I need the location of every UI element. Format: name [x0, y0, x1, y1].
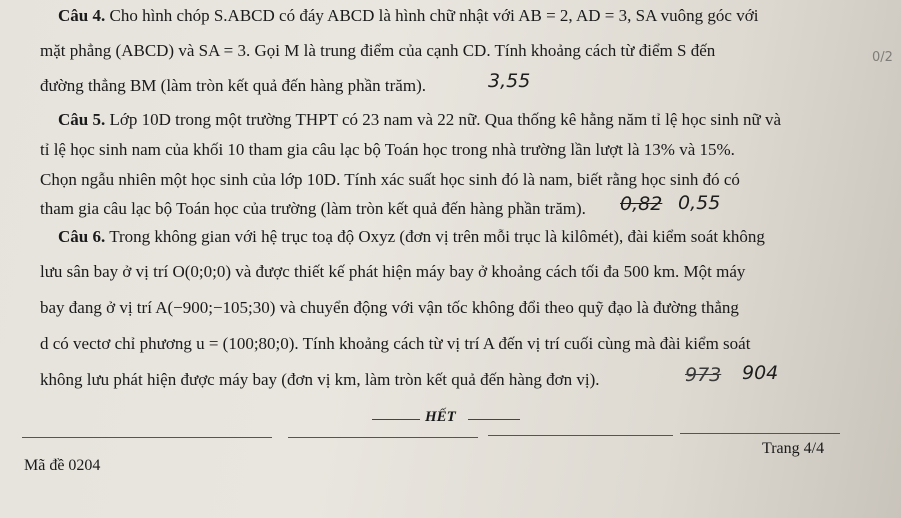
- q5-line-1: [58, 110, 781, 130]
- q5-handwritten-crossed: 0,82: [620, 193, 663, 215]
- end-marker: HẾT: [425, 409, 456, 425]
- margin-mark: 0/2: [872, 50, 893, 65]
- exam-code: Mã đề 0204: [24, 457, 101, 474]
- q4-label: Câu 4.: [58, 6, 106, 25]
- q4-text-1: Cho hình chóp S.ABCD có đáy ABCD là hình chữ nhật với AB = 2, AD = 3, SA vuông góc với: [109, 6, 759, 25]
- q5-label: Câu 5.: [58, 110, 106, 129]
- q5-line-3: Chọn ngẫu nhiên một học sinh của lớp 10D. Tính xác suất học sinh đó là nam, biết rằng học sinh đó có: [40, 170, 740, 189]
- footer-rule-2: [288, 437, 478, 438]
- q5-line-2: tỉ lệ học sinh nam của khối 10 tham gia câu lạc bộ Toán học trong nhà trường lần lượt là 13% và 15%.: [40, 140, 735, 159]
- q6-text-1: Trong không gian với hệ trục toạ độ Oxyz (đơn vị trên mỗi trục là kilômét), đài kiểm soát không: [109, 227, 765, 246]
- q6-handwritten-crossed: 973: [685, 364, 722, 386]
- q6-line-2: lưu sân bay ở vị trí O(0;0;0) và được thiết kế phát hiện máy bay ở khoảng cách tối đa 500 km. Một máy: [40, 262, 746, 281]
- q6-line-5: không lưu phát hiện được máy bay (đơn vị km, làm tròn kết quả đến hàng đơn vị).: [40, 370, 600, 389]
- footer-rule-3: [488, 435, 673, 436]
- q4-line-3: đường thẳng BM (làm tròn kết quả đến hàng phần trăm).: [40, 76, 426, 95]
- q5-text-1: Lớp 10D trong một trường THPT có 23 nam và 22 nữ. Qua thống kê hằng năm tỉ lệ học sinh nữ và: [109, 110, 782, 129]
- q4-line-2: mặt phẳng (ABCD) và SA = 3. Gọi M là trung điểm của cạnh CD. Tính khoảng cách từ điểm S đến: [40, 41, 716, 60]
- q6-line-4: d có vectơ chỉ phương u = (100;80;0). Tính khoảng cách từ vị trí A đến vị trí cuối cùng mà đài kiểm soát: [40, 334, 751, 353]
- q4-line-1: [58, 6, 758, 26]
- q6-handwritten-answer: 904: [742, 362, 779, 384]
- q6-label: Câu 6.: [58, 227, 106, 246]
- page-number: Trang 4/4: [762, 440, 825, 457]
- end-rule-left: [372, 419, 420, 420]
- q5-line-4: tham gia câu lạc bộ Toán học của trường (làm tròn kết quả đến hàng phần trăm).: [40, 199, 586, 218]
- end-rule-right: [468, 419, 520, 420]
- footer-rule-4: [680, 433, 840, 434]
- footer-rule-1: [22, 437, 272, 438]
- q6-line-1: [58, 227, 765, 247]
- q5-handwritten-answer: 0,55: [678, 192, 721, 214]
- q6-line-3: bay đang ở vị trí A(−900;−105;30) và chuyển động với vận tốc không đổi theo quỹ đạo là đường thẳng: [40, 298, 739, 317]
- q4-handwritten-answer: 3,55: [488, 70, 531, 92]
